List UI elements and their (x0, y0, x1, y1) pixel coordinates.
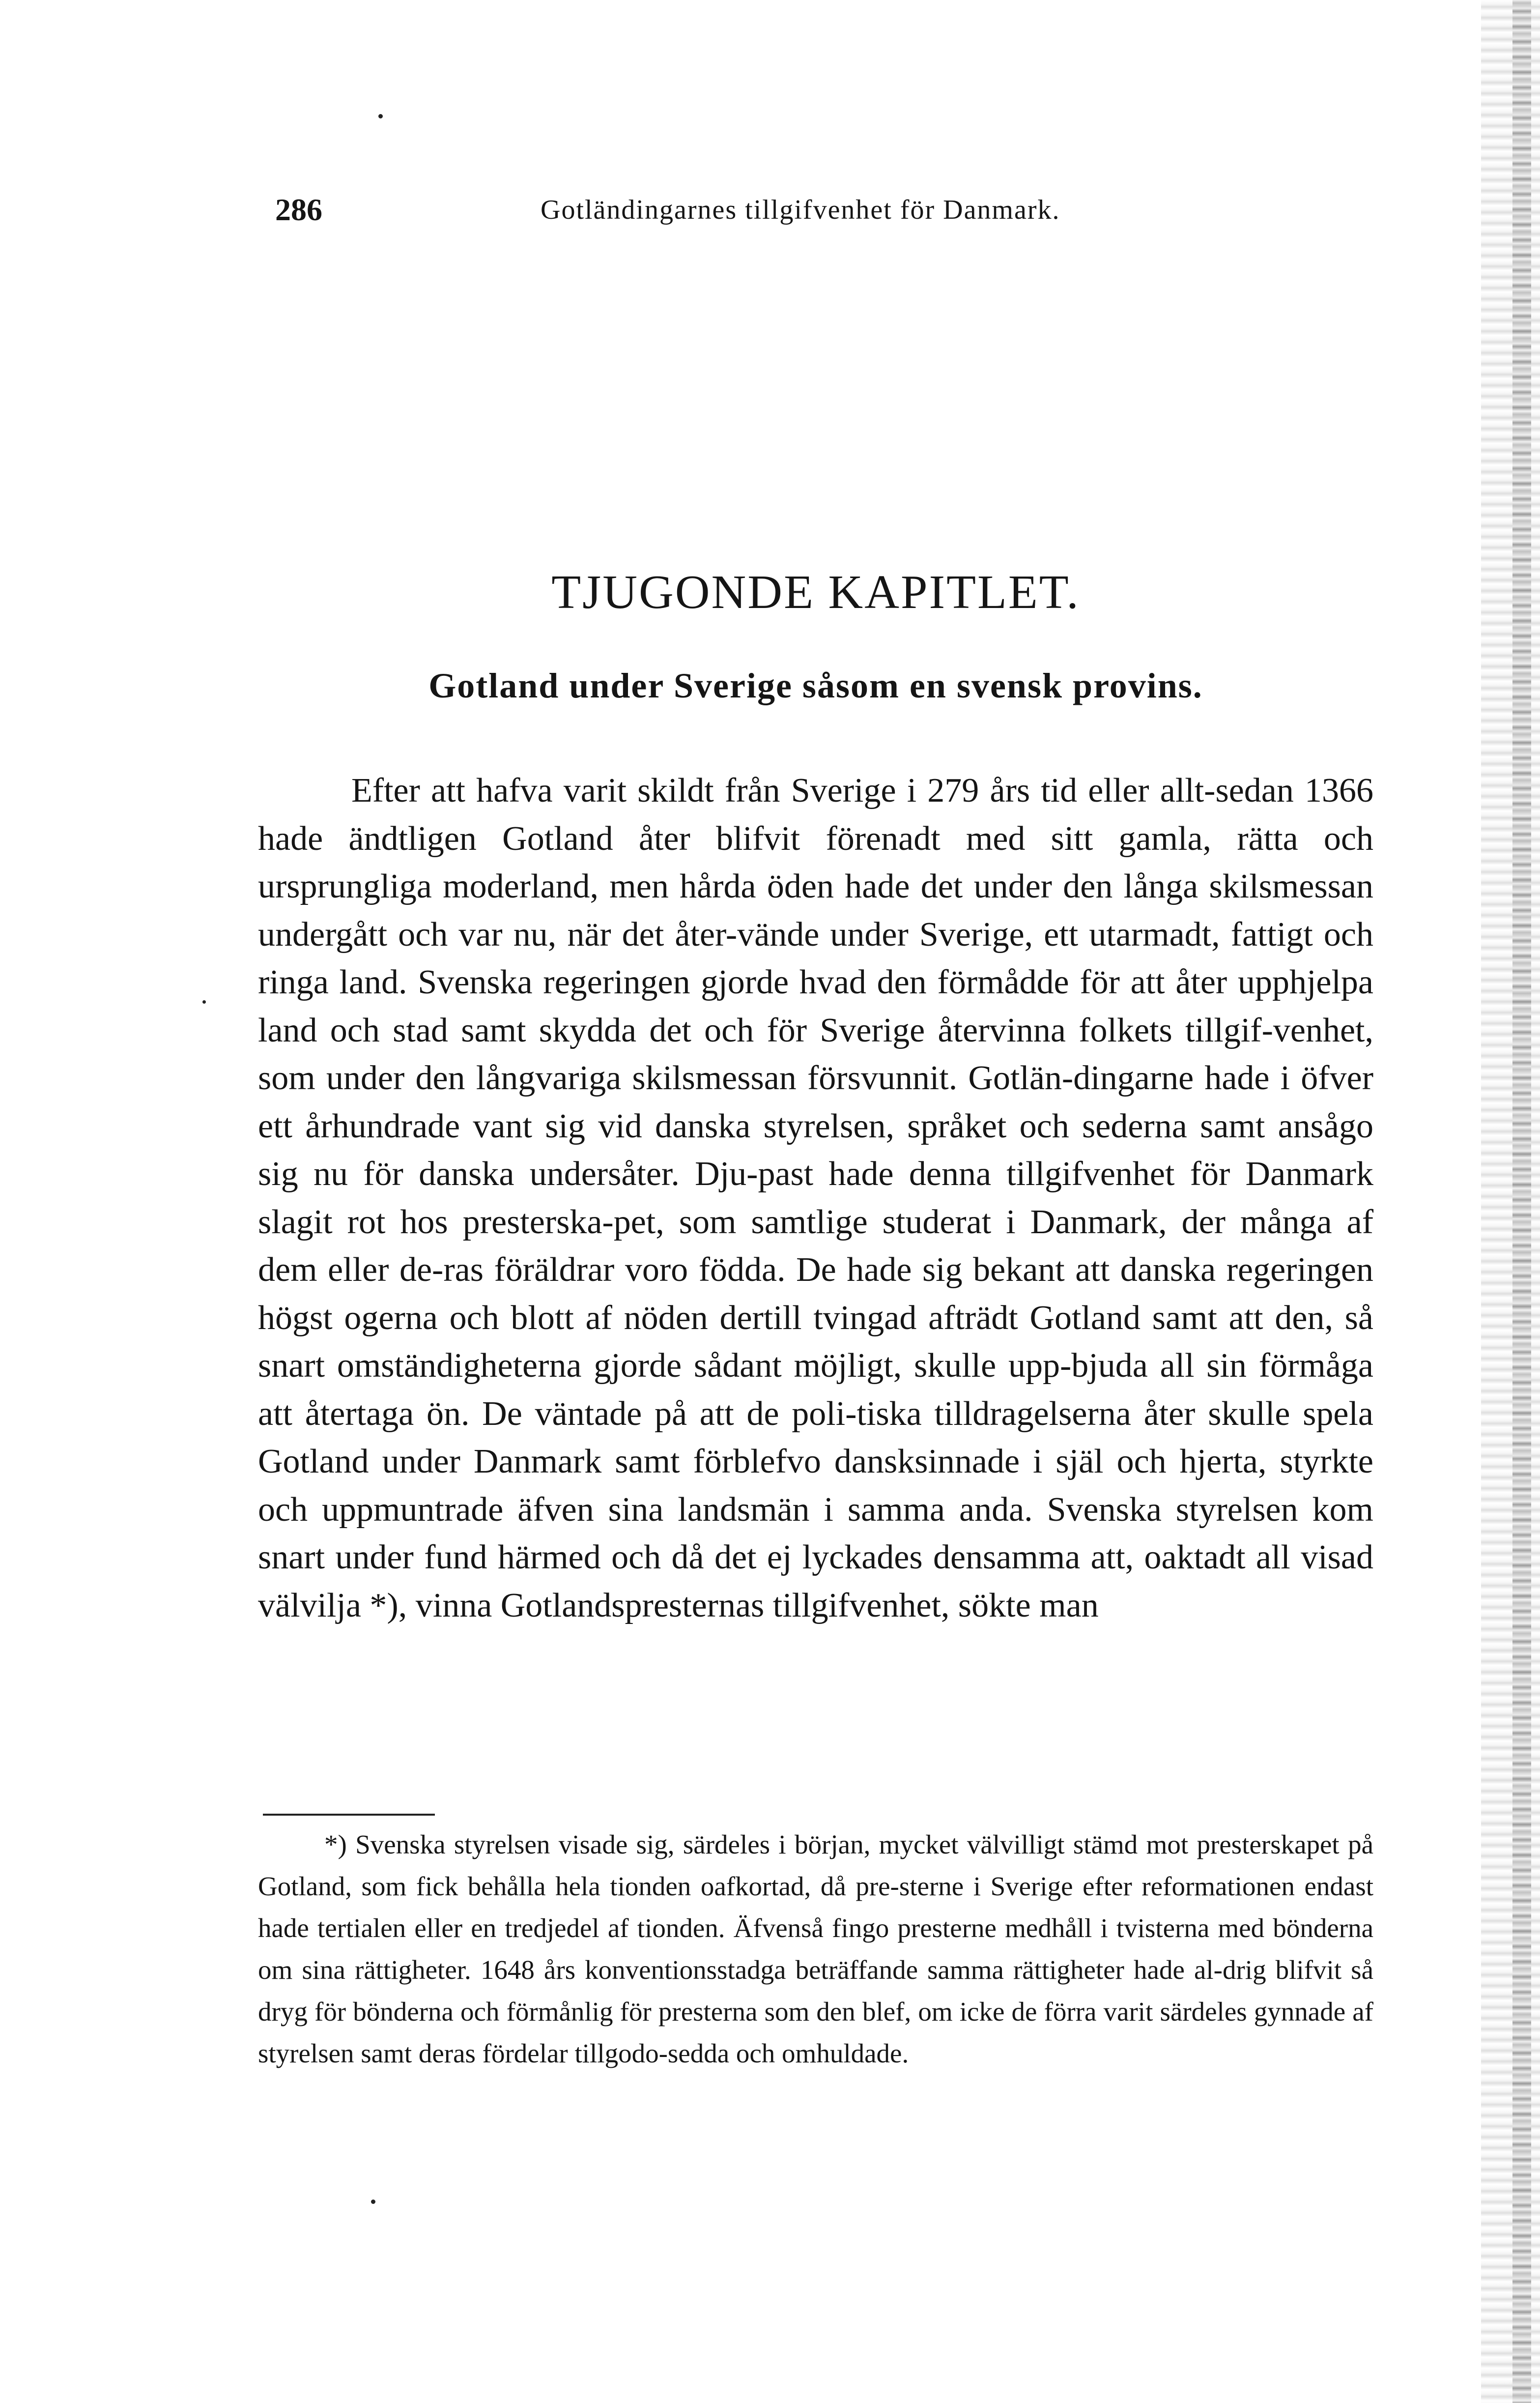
running-title: Gotländingarnes tillgifvenhet för Danmark. (541, 195, 1060, 225)
chapter-heading: TJUGONDE KAPITLET. (551, 566, 1080, 619)
print-speck (371, 2200, 375, 2204)
page-edge-shadow (1481, 0, 1540, 2403)
print-speck (378, 114, 383, 118)
chapter-subtitle: Gotland under Sverige såsom en svensk provins. (428, 666, 1203, 705)
footnote: *) Svenska styrelsen visade sig, särdeles i början, mycket välvilligt stämd mot presterskapet på Gotland, som fick behålla hela tionden oafkortad, då pre-sterne i Sverige efter reformationen endast hade tertialen eller en tredjedel af tionden. Äfvenså fingo presterne medhåll i tvisterna med bönderna om sina rättigheter. 1648 års konventionsstadga beträffande samma rättigheter hade al-drig blifvit så dryg för bönderna och förmånlig för presterna som den blef, om icke de förra varit särdeles gynnade af styrelsen samt deras fördelar tillgodo-sedda och omhuldade. (258, 1829, 1373, 2068)
page-number: 286 (275, 192, 322, 227)
print-speck (202, 1000, 206, 1004)
footnote-rule (263, 1814, 435, 1816)
body-paragraph: Efter att hafva varit skildt från Sverige i 279 års tid eller allt-sedan 1366 hade ändtligen Gotland åter blifvit förenadt med sitt gamla, rätta och ursprungliga moderland, men hårda öden hade det under den långa skilsmessan undergått och var nu, när det åter-vände under Sverige, ett utarmadt, fattigt och ringa land. Svenska regeringen gjorde hvad den förmådde för att åter upphjelpa land och stad samt skydda det och för Sverige återvinna folkets tillgif-venhet, som under den långvariga skilsmessan försvunnit. Gotlän-dingarne hade i öfver ett århundrade vant sig vid danska styrelsen, språket och sederna samt ansågo sig nu för danska undersåter. Dju-past hade denna tillgifvenhet för Danmark slagit rot hos presterska-pet, som samtlige studerat i Danmark, der många af dem eller de-ras föräldrar voro födda. De hade sig bekant att danska regeringen högst ogerna och blott af nöden dertill tvingad afträdt Gotland samt att den, så snart omständigheterna gjorde sådant möjligt, skulle upp-bjuda all sin förmåga att återtaga ön. De väntade på att de poli-tiska tilldragelserna åter skulle spela Gotland under Danmark samt förblefvo dansksinnade i själ och hjerta, styrkte och uppmuntrade äfven sina landsmän i samma anda. Svenska styrelsen kom snart under fund härmed och då det ej lyckades densamma att, oaktadt all visad välvilja *), vinna Gotlandspresternas tillgifvenhet, sökte man (258, 772, 1373, 1624)
running-head (275, 183, 1356, 237)
page-edge-texture (1512, 0, 1531, 2403)
